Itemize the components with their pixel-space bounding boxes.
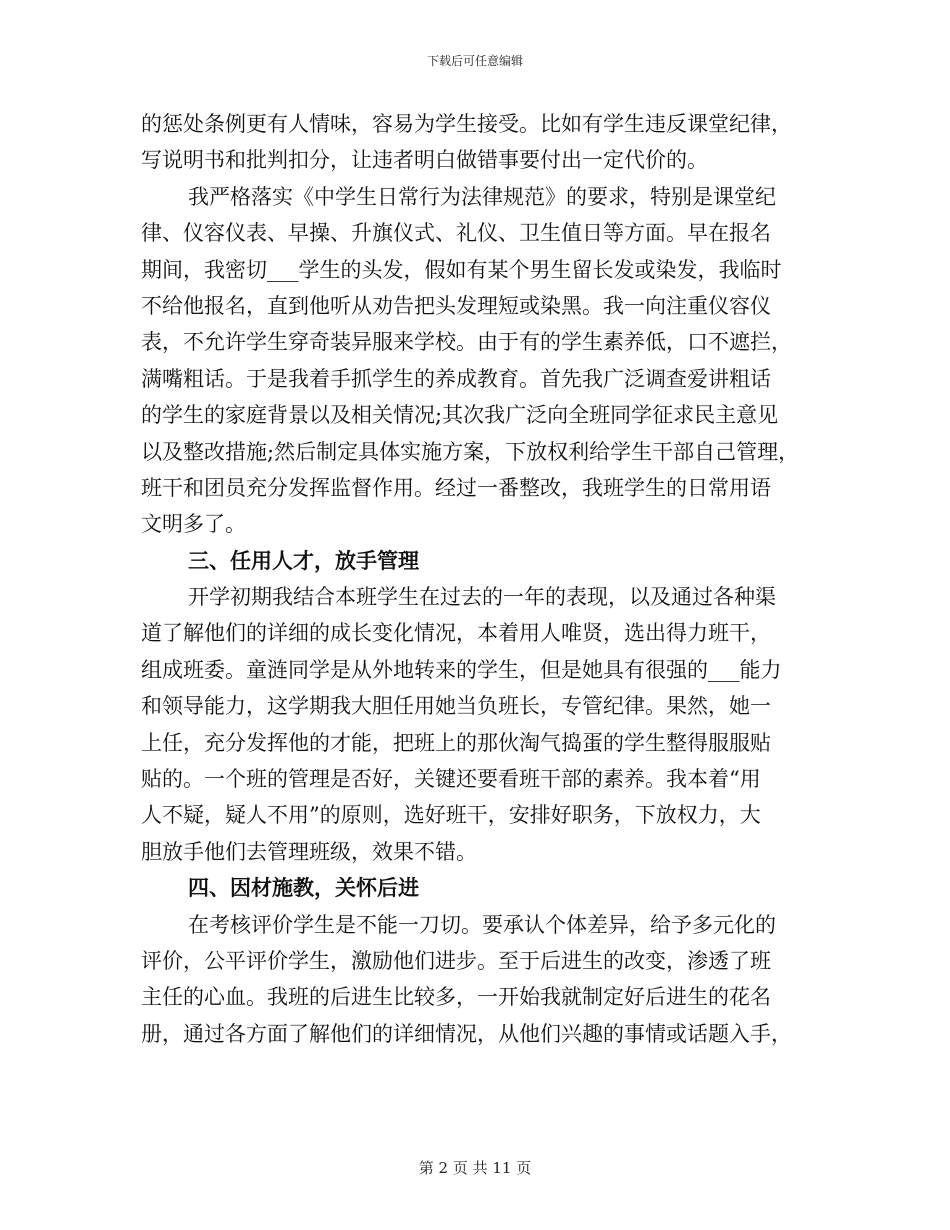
body-text-line: 写说明书和批判扣分，让违者明白做错事要付出一定代价的。 bbox=[141, 148, 708, 173]
body-text-line: 满嘴粗话。于是我着手抓学生的养成教育。首先我广泛调查爱讲粗话 bbox=[141, 366, 771, 391]
body-text-line: 的学生的家庭背景以及相关情况;其次我广泛向全班同学征求民主意见 bbox=[141, 403, 779, 428]
body-text-line: 以及整改措施;然后制定具体实施方案，下放权利给学生干部自己管理， bbox=[141, 439, 800, 464]
body-text-line: 期间，我密切___学生的头发，假如有某个男生留长发或染发，我临时 bbox=[141, 257, 782, 282]
body-text-line: 主任的心血。我班的后进生比较多，一开始我就制定好后进生的花名 bbox=[141, 985, 771, 1010]
section-heading: 三、任用人才，放手管理 bbox=[188, 547, 419, 573]
body-text-line: 组成班委。童涟同学是从外地转来的学生，但是她具有很强的___能力 bbox=[141, 657, 782, 682]
body-text-line: 在考核评价学生是不能一刀切。要承认个体差异，给予多元化的 bbox=[188, 912, 776, 937]
document-body bbox=[141, 106, 811, 1052]
page-number: 第 2 页 共 11 页 bbox=[418, 1159, 532, 1177]
body-text-line: 班干和团员充分发挥监督作用。经过一番整改，我班学生的日常用语 bbox=[141, 475, 771, 500]
body-text-line: 开学初期我结合本班学生在过去的一年的表现，以及通过各种渠 bbox=[188, 585, 776, 610]
page-header-note: 下载后可任意编辑 bbox=[426, 54, 523, 68]
body-text-line: 文明多了。 bbox=[141, 512, 246, 537]
body-text-line: 胆放手他们去管理班级，效果不错。 bbox=[141, 839, 477, 864]
body-text-line: 上任，充分发挥他的才能，把班上的那伙淘气捣蛋的学生整得服服贴 bbox=[141, 730, 771, 755]
body-text-line: 我严格落实《中学生日常行为法律规范》的要求，特别是课堂纪 bbox=[188, 184, 776, 209]
body-text-line: 贴的。一个班的管理是否好，关键还要看班干部的素养。我本着“用 bbox=[141, 767, 761, 792]
body-text-line: 道了解他们的详细的成长变化情况，本着用人唯贤，选出得力班干， bbox=[141, 621, 771, 646]
body-text-line: 不给他报名，直到他听从劝告把头发理短或染黑。我一向注重仪容仪 bbox=[141, 293, 771, 318]
body-text-line: 评价，公平评价学生，激励他们进步。至于后进生的改变，渗透了班 bbox=[141, 948, 771, 973]
body-text-line: 律、仪容仪表、早操、升旗仪式、礼仪、卫生值日等方面。早在报名 bbox=[141, 221, 771, 246]
body-text-line: 人不疑，疑人不用”的原则，选好班干，安排好职务，下放权力，大 bbox=[141, 803, 761, 828]
body-text-line: 表，不允许学生穿奇装异服来学校。由于有的学生素养低，口不遮拦， bbox=[141, 330, 792, 355]
body-text-line: 的惩处条例更有人情味，容易为学生接受。比如有学生违反课堂纪律， bbox=[141, 112, 792, 136]
body-text-line: 和领导能力，这学期我大胆任用她当负班长，专管纪律。果然，她一 bbox=[141, 694, 771, 719]
body-text-line: 册，通过各方面了解他们的详细情况，从他们兴趣的事情或话题入手， bbox=[141, 1021, 792, 1046]
section-heading: 四、因材施教，关怀后进 bbox=[188, 875, 419, 901]
